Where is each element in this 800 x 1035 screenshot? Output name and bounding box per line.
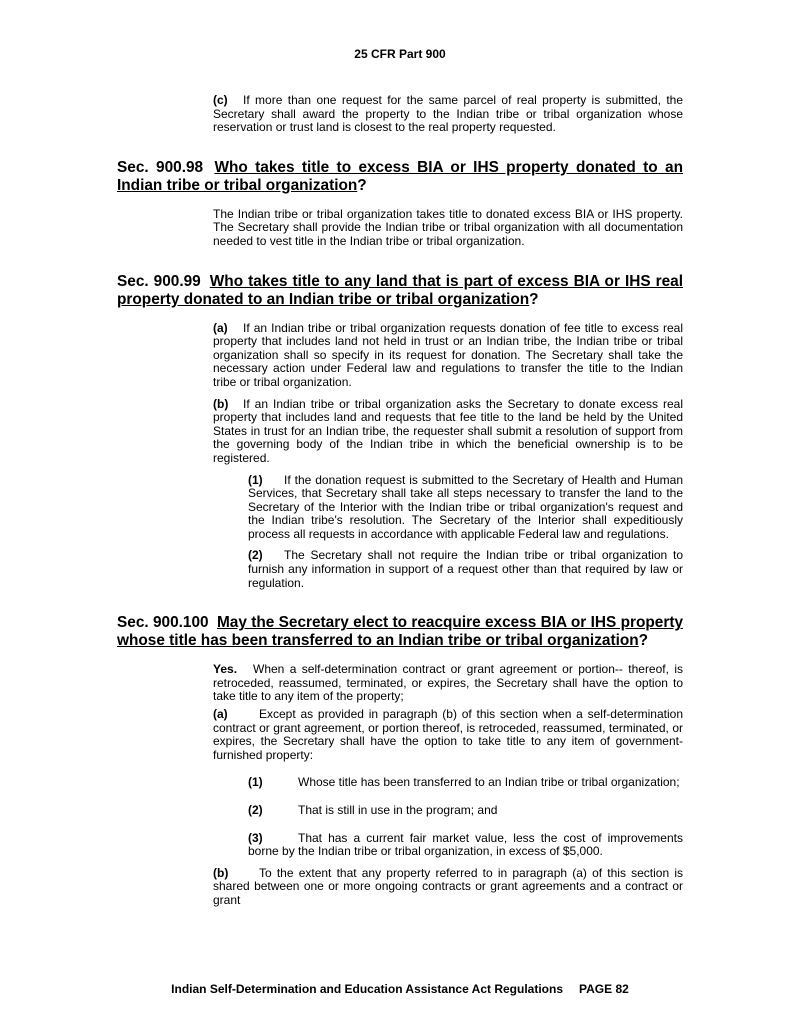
paragraph-a	[117, 322, 683, 390]
paragraph-label: (a)	[213, 707, 228, 722]
paragraph-text: The Secretary shall not require the Indian tribe or tribal organization to furnish any information in support of a request other than that required by law or regulation.	[248, 548, 683, 590]
section-question: Who takes title to excess BIA or IHS property donated to an Indian tribe or tribal organization	[117, 158, 684, 194]
paragraph-text: If an Indian tribe or tribal organization requests donation of fee title to excess real property that includes land not held in trust or an Indian tribe, the Indian tribe or tribal organization shall so specify in its request for donation. The Secretary shall take the necessary action under Federal law and regulations to transfer the title to the Indian tribe or tribal organization.	[213, 320, 683, 389]
paragraph-text: When a self-determination contract or grant agreement or portion-- thereof, is retroceded, reassumed, terminated, or expires, the Secretary shall have the option to take title to any item of the property;	[213, 662, 683, 704]
paragraph-b-1	[117, 474, 683, 542]
paragraph-b	[117, 867, 683, 908]
paragraph-label: (b)	[213, 396, 229, 411]
paragraph-yes	[117, 663, 683, 704]
section-heading-900-99	[117, 273, 683, 309]
section-question: Who takes title to any land that is part of excess BIA or IHS real property donated to an Indian tribe or tribal organization	[117, 272, 683, 308]
paragraph-a-1	[117, 776, 683, 790]
page-header: 25 CFR Part 900	[354, 47, 446, 61]
section-heading-900-98	[117, 159, 683, 195]
paragraph-label: (a)	[213, 320, 228, 335]
paragraph-text: Except as provided in paragraph (b) of this section when a self-determination contract or grant agreement, or portion thereof, is retroceded, reassumed, terminated, or expires, the Secretary shall have the option to take title to any item of government-furnished property:	[213, 707, 683, 762]
section-number: Sec. 900.100	[117, 614, 209, 632]
paragraph-label: Yes.	[213, 662, 238, 677]
paragraph-b-2	[117, 549, 683, 590]
section-question: May the Secretary elect to reacquire excess BIA or IHS property whose title has been transferred to an Indian tribe or tribal organization	[117, 614, 684, 650]
paragraph-a-3	[117, 832, 683, 859]
paragraph-label: (3)	[248, 830, 263, 845]
paragraph-b	[117, 398, 683, 466]
section-heading-900-100	[117, 614, 683, 650]
question-mark: ?	[529, 290, 539, 308]
paragraph-a-2	[117, 804, 683, 818]
paragraph-label: (1)	[248, 472, 263, 487]
paragraph-text: If an Indian tribe or tribal organization asks the Secretary to donate excess real property that includes land and requests that fee title to the land be held by the United States in trust for an Indian tribe, the requester shall submit a resolution of support from the governing body of the Indian tribe in which the beneficial ownership is to be registered.	[213, 396, 683, 465]
paragraph-text: That is still in use in the program; and	[298, 803, 498, 817]
section-900-98-body: The Indian tribe or tribal organization takes title to donated excess BIA or IHS property. The Secretary shall provide the Indian tribe or tribal organization with all documentation needed to vest title in the Indian tribe or tribal organization.	[213, 206, 683, 248]
paragraph-label: (1)	[248, 775, 263, 790]
paragraph-label: (2)	[248, 803, 263, 817]
paragraph-text: That has a current fair market value, less the cost of improvements borne by the Indian tribe or tribal organization, in excess of $5,000.	[248, 830, 683, 859]
paragraph-c	[117, 94, 683, 135]
document-body	[117, 94, 683, 916]
paragraph-text: To the extent that any property referred to in paragraph (a) of this section is shared between one or more ongoing contracts or grant agreements and a contract or grant	[213, 865, 683, 907]
section-number: Sec. 900.98	[117, 158, 204, 176]
paragraph-text: Whose title has been transferred to an Indian tribe or tribal organization;	[298, 775, 680, 790]
question-mark: ?	[357, 176, 367, 194]
paragraph-label: (c)	[213, 93, 228, 107]
page-number: PAGE 82	[579, 982, 629, 996]
paragraph-text: If more than one request for the same parcel of real property is submitted, the Secretary shall award the property to the Indian tribe or tribal organization whose reservation or trust land is closest to the real property requested.	[213, 93, 683, 135]
page-footer	[0, 982, 800, 996]
section-number: Sec. 900.99	[117, 272, 201, 290]
paragraph-text: If the donation request is submitted to the Secretary of Health and Human Services, that Secretary shall take all steps necessary to transfer the land to the Secretary of the Interior with the Indian tribe or tribal organization's request and the Indian tribe's resolution. The Secretary of the Interior shall expeditiously process all requests in accordance with applicable Federal law and regulations.	[248, 472, 683, 541]
question-mark: ?	[638, 632, 649, 650]
paragraph-label: (2)	[248, 548, 263, 563]
paragraph-a	[117, 708, 683, 762]
footer-title: Indian Self-Determination and Education Assistance Act Regulations	[171, 982, 564, 996]
paragraph-label: (b)	[213, 865, 229, 880]
